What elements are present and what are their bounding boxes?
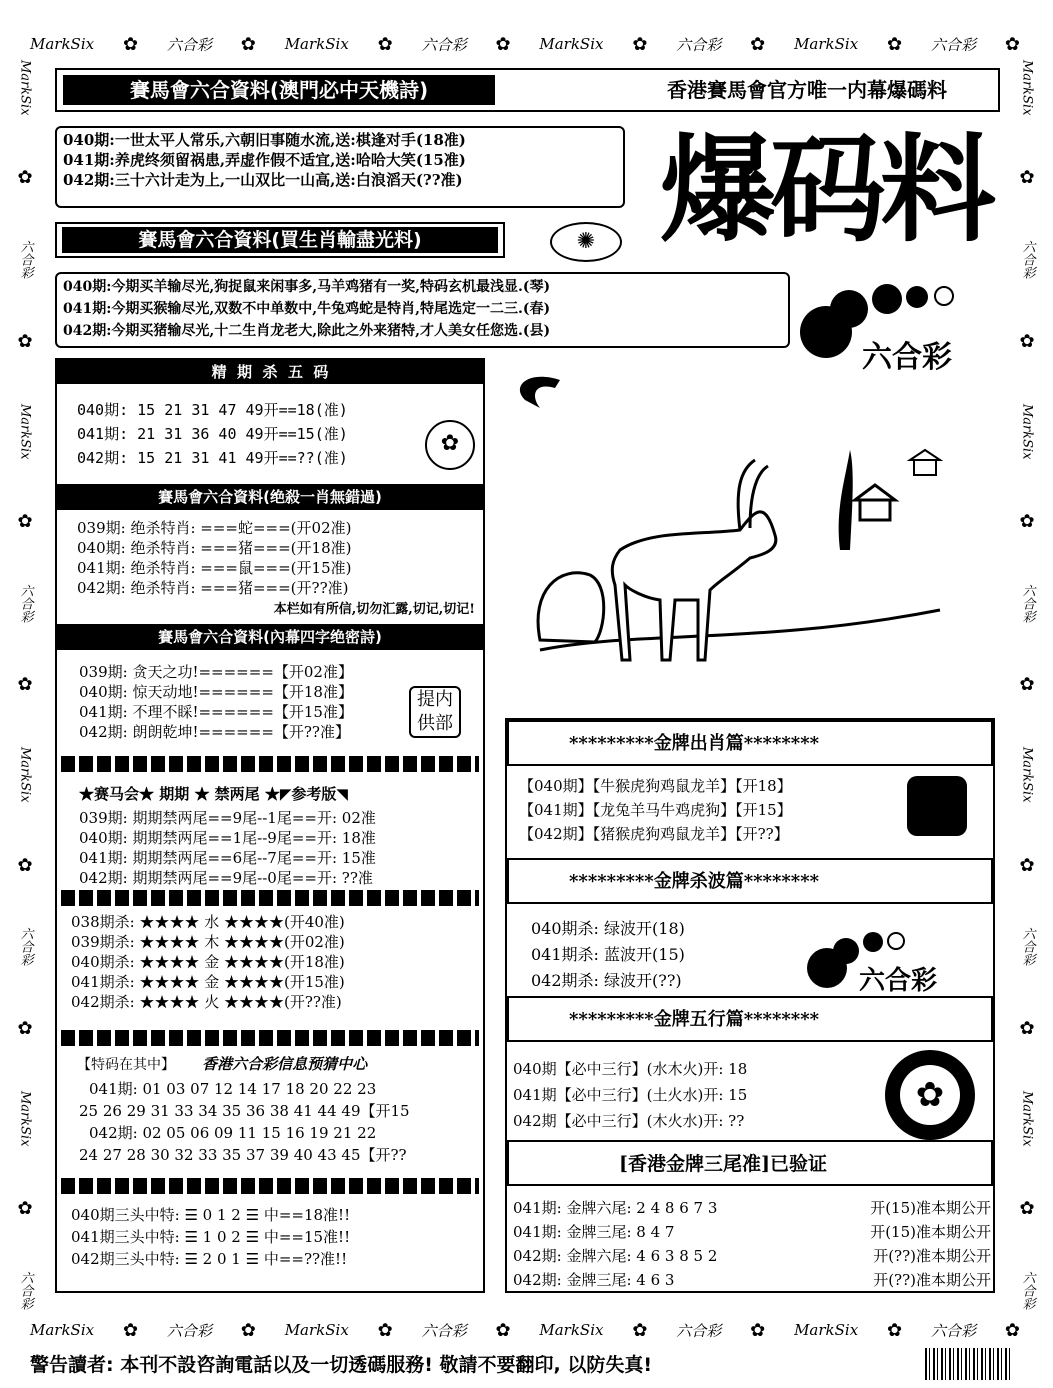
gold-five-row: 040期【必中三行】(水木火)开: 18	[513, 1060, 748, 1078]
flower-icon: ✿	[122, 1319, 139, 1341]
flower-icon: ✿	[1004, 1319, 1020, 1341]
section2-header	[55, 222, 505, 258]
tiger-icon	[907, 776, 967, 836]
ball-icon	[833, 938, 859, 964]
marksix-label: MarkSix	[1019, 403, 1035, 460]
gold-tail-row	[513, 1220, 991, 1244]
flower-icon: ✿	[632, 1319, 648, 1341]
flower-icon: ✿	[122, 33, 139, 55]
elements-row: 038期杀: ★★★★ 水 ★★★★(开40准)	[71, 913, 345, 931]
poem-line: 041期:养虎终须留祸患,弄虚作假不适宜,送:哈哈大笑(15准)	[63, 151, 466, 169]
ornament-divider	[61, 1030, 479, 1046]
bottom-border	[30, 1316, 1020, 1344]
flower-icon: ✿	[17, 167, 33, 189]
poem-line: 040期:一世太平人常乐,六朝旧事随水流,送:棋逢对手(18准)	[63, 131, 466, 149]
ball-icon	[887, 932, 905, 950]
liuhecai-label: 六合彩	[17, 583, 33, 623]
top-right-title: 香港賽馬會官方唯一内幕爆碼料	[667, 78, 947, 102]
liuhecai-label: 六合彩	[166, 1321, 212, 1340]
kill5-title: 精 期 杀 五 码	[57, 360, 483, 384]
liuhecai-label: 六合彩	[676, 1321, 722, 1340]
killzodiac-row: 042期: 绝杀特肖: ===猪===(开??准)	[77, 579, 349, 597]
section2-title: 賽馬會六合資料(買生肖輸盡光料)	[62, 227, 498, 253]
liuhecai-label: 六合彩	[166, 35, 212, 54]
special-label: 【特码在其中】	[77, 1057, 175, 1073]
tails-title: ★赛马会★ 期期 ★ 禁两尾 ★◤参考版◥	[79, 785, 348, 803]
heads-row: 041期三头中特: ☰ 1 0 2 ☰ 中==15准!!	[71, 1228, 351, 1246]
marksix-label: MarkSix	[1019, 747, 1035, 803]
ball-icon	[863, 932, 883, 952]
top-header	[55, 68, 1000, 112]
ball-icon	[934, 286, 954, 306]
flower-icon: ✿	[17, 674, 33, 696]
fourchar-row: 040期: 惊天动地!======【开18准】	[79, 683, 353, 701]
gold-wave-title: *********金牌杀波篇********	[569, 871, 820, 892]
gold-five-header	[507, 996, 993, 1042]
fourchar-row: 042期: 朗朗乾坤!======【开??准】	[79, 723, 350, 741]
gold-tail-title: [香港金牌三尾准]已验证	[619, 1153, 827, 1175]
flower-icon: ✿	[1019, 1018, 1035, 1040]
liuhecai-label: 六合彩	[930, 1321, 976, 1340]
rock-icon	[538, 573, 604, 642]
gold-zodiac-header	[507, 720, 993, 766]
gold-tail-left: 041期: 金牌三尾: 8 4 7	[513, 1223, 675, 1241]
liuhecai-label: 六合彩	[676, 35, 722, 54]
liuhecai-label: 六合彩	[1019, 1270, 1035, 1310]
gold-five-title: *********金牌五行篇********	[569, 1009, 820, 1030]
liuhecai-label: 六合彩	[1019, 240, 1035, 280]
stamp-line: 供部	[417, 713, 453, 734]
gold-zodiac-list	[519, 774, 792, 846]
marksix-label: MarkSix	[539, 35, 604, 53]
gold-tail-left: 042期: 金牌三尾: 4 6 3	[513, 1271, 675, 1289]
gold-zodiac-title: *********金牌出肖篇********	[569, 733, 820, 754]
right-column	[505, 718, 995, 1293]
tails-list	[79, 808, 376, 888]
special-row: 25 26 29 31 33 34 35 36 38 41 44 49【开15	[79, 1102, 410, 1120]
gold-zodiac-row: 【042期】【猪猴虎狗鸡鼠龙羊】【开??】	[519, 825, 789, 843]
marksix-label: MarkSix	[1019, 1090, 1035, 1147]
special-center: 香港六合彩信息预猜中心	[202, 1055, 368, 1073]
gold-wave-row: 040期杀: 绿波开(18)	[531, 919, 685, 938]
gold-tail-right: 开(15)准本期公开	[870, 1199, 991, 1217]
flower-icon: ✿	[1019, 1198, 1035, 1220]
heads-row: 042期三头中特: ☰ 2 0 1 ☰ 中==??准!!	[71, 1250, 348, 1268]
horn-icon	[520, 377, 560, 408]
fourchar-list	[79, 662, 353, 742]
liuhecai-label: 六合彩	[17, 927, 33, 967]
gold-tail-list	[513, 1196, 991, 1292]
flower-icon: ✿	[495, 1319, 511, 1341]
liuhecai-label: 六合彩	[930, 35, 976, 54]
kill5-list	[77, 398, 348, 470]
special-row: 24 27 28 30 32 33 35 37 39 40 43 45【开??	[79, 1146, 407, 1164]
flower-icon: ✿	[377, 1319, 393, 1341]
hut-icon	[910, 450, 940, 475]
fourchar-title: 賽馬會六合資料(內幕四字绝密詩)	[57, 624, 483, 650]
flower-icon: ✿	[17, 510, 33, 532]
fourchar-row: 039期: 贪天之功!======【开02准】	[79, 663, 353, 681]
ball-icon	[830, 290, 868, 328]
killzodiac-list	[77, 518, 351, 598]
flower-icon: ✿	[1019, 854, 1035, 876]
elements-list	[71, 912, 345, 1012]
marksix-label: MarkSix	[1019, 60, 1035, 116]
elements-row: 040期杀: ★★★★ 金 ★★★★(开18准)	[71, 953, 345, 971]
marksix-label: MarkSix	[284, 35, 349, 53]
liuhecai-label: 六合彩	[17, 1270, 33, 1310]
marksix-label: MarkSix	[794, 1321, 859, 1339]
fourchar-row: 041期: 不理不睬!======【开15准】	[79, 703, 353, 721]
tails-row: 041期: 期期禁两尾==6尾--7尾==开: 15准	[79, 849, 376, 867]
emblem-icon: ✿	[425, 420, 475, 470]
killzodiac-row: 041期: 绝杀特肖: ===鼠===(开15准)	[77, 559, 352, 577]
marksix-label: MarkSix	[539, 1321, 604, 1339]
gold-tail-right: 开(15)准本期公开	[870, 1223, 991, 1241]
liuhecai-label: 六合彩	[421, 35, 467, 54]
hut-icon	[855, 485, 895, 520]
tails-row: 042期: 期期禁两尾==9尾--0尾==开: ??准	[79, 869, 373, 887]
elements-row: 039期杀: ★★★★ 木 ★★★★(开02准)	[71, 933, 345, 951]
gold-wave-row: 041期杀: 蓝波开(15)	[531, 945, 685, 964]
flower-icon: ✿	[1019, 510, 1035, 532]
killzodiac-row: 040期: 绝杀特肖: ===猪===(开18准)	[77, 539, 352, 557]
special-list	[79, 1078, 410, 1166]
marksix-label: MarkSix	[794, 35, 859, 53]
stamp-line: 提内	[417, 689, 453, 710]
tree-icon	[839, 450, 853, 550]
special-row: 041期: 01 03 07 12 14 17 18 20 22 23	[89, 1080, 377, 1098]
liuhecai-label: 六合彩	[17, 240, 33, 280]
gold-five-list	[513, 1056, 747, 1134]
elements-row: 041期杀: ★★★★ 金 ★★★★(开15准)	[71, 973, 345, 991]
antelope-illustration	[500, 360, 1000, 680]
flower-icon: ✿	[17, 854, 33, 876]
flower-icon: ✿	[17, 330, 33, 352]
flower-icon: ✿	[495, 33, 511, 55]
heads-list	[71, 1204, 350, 1270]
zodiac-line: 041期:今期买猴输尽光,双数不中单数中,牛兔鸡蛇是特肖,特尾选定一二三.(春)	[63, 301, 551, 317]
flower-icon: ✿	[1019, 330, 1035, 352]
kill5-row: 042期: 15 21 31 41 49开==??(准)	[77, 449, 348, 467]
kill5-row: 040期: 15 21 31 47 49开==18(准)	[77, 401, 348, 419]
flower-icon: ✿	[240, 33, 256, 55]
flower-icon: ✿	[750, 1319, 766, 1341]
gold-zodiac-row: 【041期】【龙兔羊马牛鸡虎狗】【开15】	[519, 801, 792, 819]
gold-wave-list	[531, 916, 685, 994]
left-column	[55, 358, 485, 1293]
liuhecai-label: 六合彩	[421, 1321, 467, 1340]
gold-tail-right: 开(??)准本期公开	[873, 1247, 991, 1265]
gold-tail-row	[513, 1244, 991, 1268]
killzodiac-note: 本栏如有所信,切勿汇露,切记,切记!	[273, 602, 475, 617]
lhc-logo-mid	[807, 928, 987, 998]
left-border	[12, 60, 38, 1310]
gold-wave-row: 042期杀: 绿波开(??)	[531, 971, 682, 990]
marksix-label: MarkSix	[17, 747, 33, 803]
flower-icon: ✿	[17, 1198, 33, 1220]
gold-wave-header	[507, 858, 993, 904]
special-row: 042期: 02 05 06 09 11 15 16 19 21 22	[89, 1124, 377, 1142]
heads-row: 040期三头中特: ☰ 0 1 2 ☰ 中==18准!!	[71, 1206, 351, 1224]
zodiac-line: 040期:今期买羊输尽光,狗捉鼠来闲事多,马羊鸡猪有一奖,特码玄机最浅显.(琴)	[63, 279, 551, 295]
liuhecai-label: 六合彩	[1019, 927, 1035, 967]
gold-tail-right: 开(??)准本期公开	[873, 1271, 991, 1289]
barcode-icon	[925, 1348, 1013, 1380]
zodiac-box	[55, 272, 790, 348]
internal-stamp	[409, 686, 461, 738]
flower-icon: ✿	[750, 33, 766, 55]
flower-icon: ✿	[887, 33, 903, 55]
special-header	[77, 1054, 481, 1075]
marksix-label: MarkSix	[17, 403, 33, 460]
marksix-label: MarkSix	[30, 35, 95, 53]
flower-icon: ✿	[240, 1319, 256, 1341]
gold-zodiac-row: 【040期】【牛猴虎狗鸡鼠龙羊】【开18】	[519, 777, 792, 795]
tails-row: 040期: 期期禁两尾==1尾--9尾==开: 18准	[79, 829, 376, 847]
poem-line: 042期:三十六计走为上,一山双比一山高,送:白浪滔天(??准)	[63, 171, 463, 189]
liuhecai-label: 六合彩	[1019, 583, 1035, 623]
kill5-row: 041期: 21 31 36 40 49开==15(准)	[77, 425, 348, 443]
gold-tail-left: 041期: 金牌六尾: 2 4 8 6 7 3	[513, 1199, 718, 1217]
lhc-logo-text: 六合彩	[859, 966, 938, 996]
gold-tail-row	[513, 1268, 991, 1292]
gold-tail-left: 042期: 金牌六尾: 4 6 3 8 5 2	[513, 1247, 718, 1265]
marksix-label: MarkSix	[284, 1321, 349, 1339]
tails-row: 039期: 期期禁两尾==9尾--1尾==开: 02准	[79, 809, 376, 827]
fish-emblem-icon: ✺	[550, 222, 622, 262]
marksix-label: MarkSix	[17, 60, 33, 116]
ornament-divider	[61, 1178, 479, 1194]
ornament-divider	[61, 756, 479, 772]
ornament-divider	[61, 890, 479, 906]
flower-icon: ✿	[1019, 674, 1035, 696]
top-left-title: 賽馬會六合資料(澳門必中天機詩)	[63, 75, 495, 105]
top-border	[30, 30, 1020, 58]
flower-icon: ✿	[377, 33, 393, 55]
flower-icon: ✿	[1004, 33, 1020, 55]
bauhinia-icon: ✿	[900, 1065, 960, 1125]
big-title: 爆码料	[660, 122, 990, 258]
bauhinia-emblem-icon	[885, 1050, 975, 1140]
poem-box	[55, 126, 625, 208]
killzodiac-title: 賽馬會六合資料(绝殺一肖無錯過)	[57, 484, 483, 510]
killzodiac-row: 039期: 绝杀特肖: ===蛇===(开02准)	[77, 519, 352, 537]
gold-tail-row	[513, 1196, 991, 1220]
zodiac-line: 042期:今期买猪输尽光,十二生肖龙老大,除此之外来猪特,才人美女任您选.(县)	[63, 323, 551, 339]
ball-icon	[872, 284, 902, 314]
lhc-logo-text: 六合彩	[862, 340, 952, 375]
marksix-label: MarkSix	[17, 1090, 33, 1147]
right-border	[1014, 60, 1040, 1310]
flower-icon: ✿	[632, 33, 648, 55]
elements-row: 042期杀: ★★★★ 火 ★★★★(开??准)	[71, 993, 342, 1011]
flower-icon: ✿	[887, 1319, 903, 1341]
gold-tail-header	[507, 1140, 993, 1186]
gold-five-row: 041期【必中三行】(土火水)开: 15	[513, 1086, 748, 1104]
marksix-label: MarkSix	[30, 1321, 95, 1339]
ball-icon	[906, 286, 928, 308]
footer-warning: 警告讀者: 本刊不設咨詢電話以及一切透碼服務! 敬請不要翻印, 以防失真!	[30, 1354, 652, 1376]
flower-icon: ✿	[17, 1018, 33, 1040]
flower-icon: ✿	[1019, 167, 1035, 189]
gold-five-row: 042期【必中三行】(木火水)开: ??	[513, 1112, 745, 1130]
